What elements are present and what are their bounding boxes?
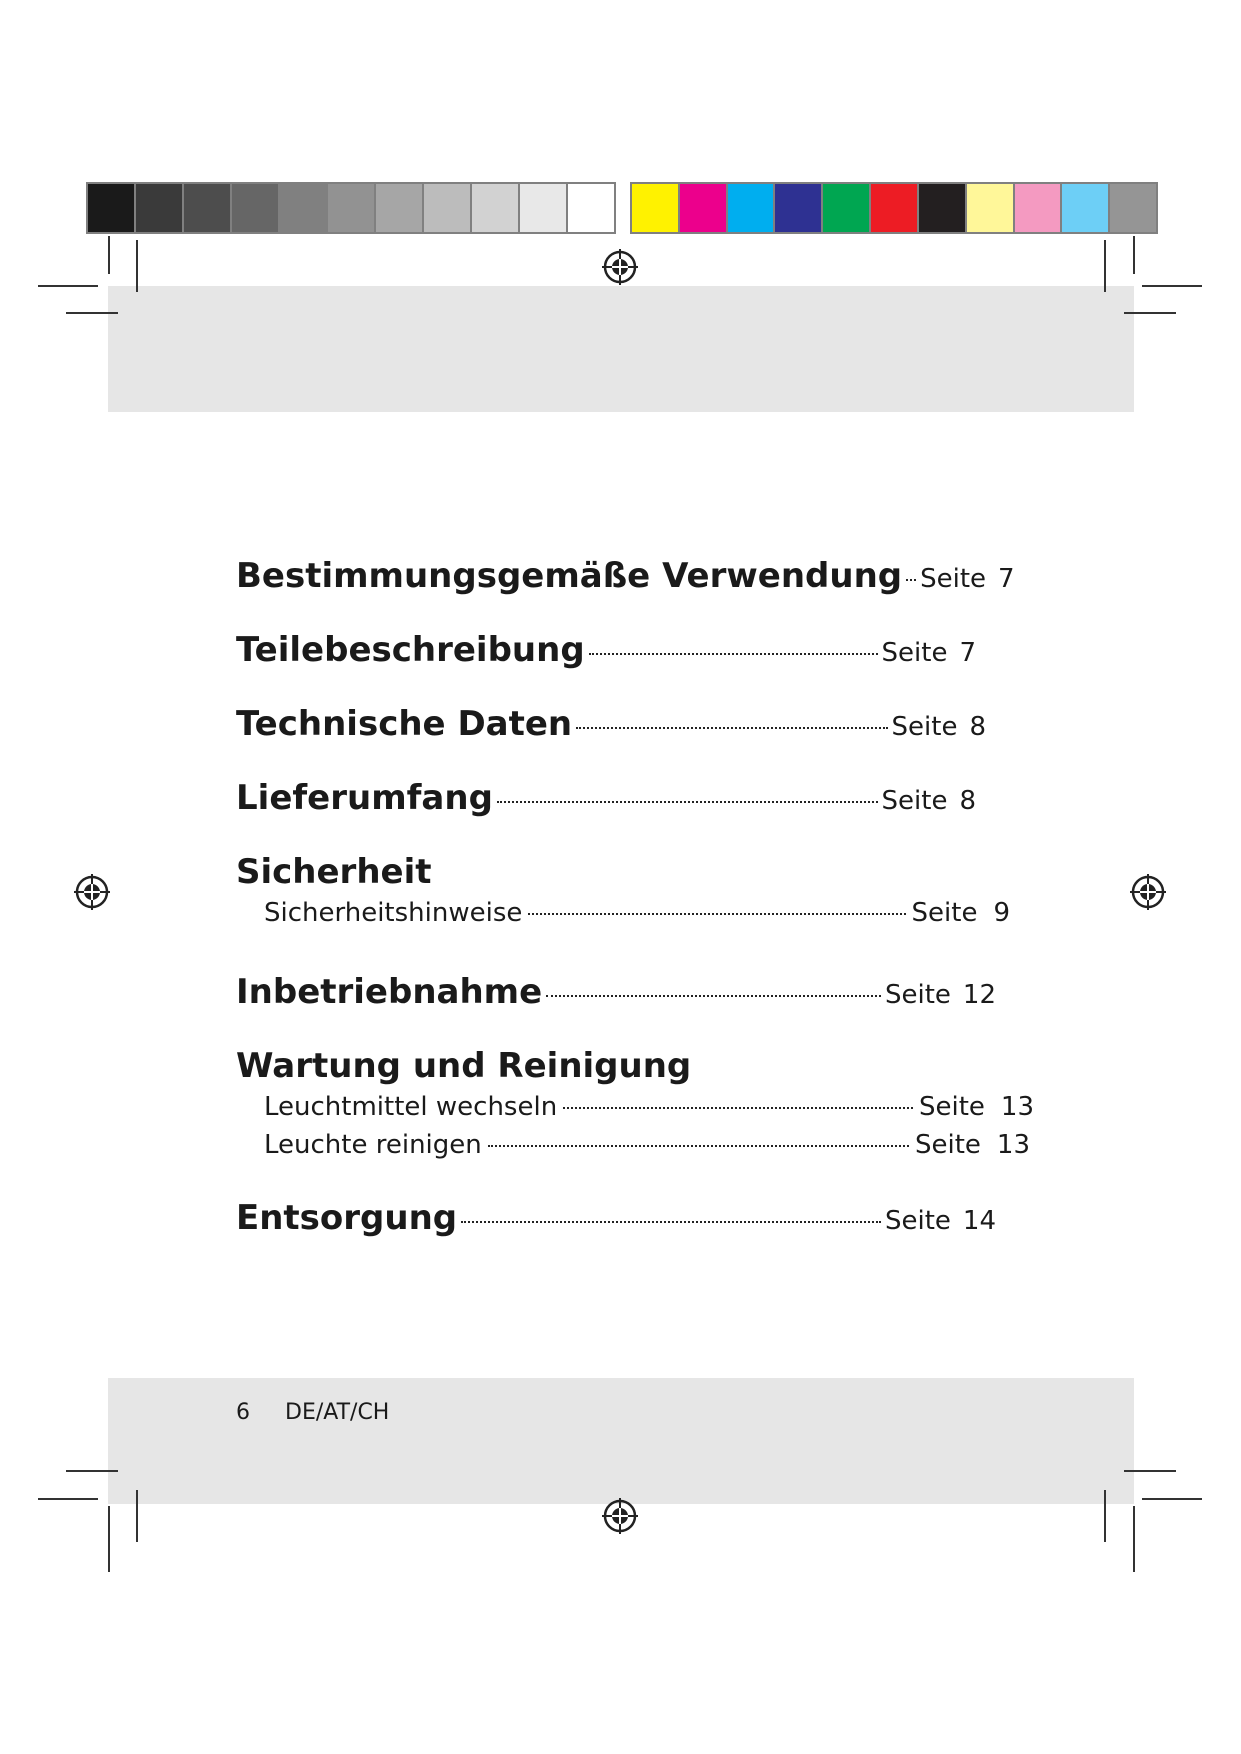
dot-leader xyxy=(563,1107,913,1109)
color-swatch xyxy=(632,184,680,232)
toc-subentry[interactable] xyxy=(236,1092,1034,1130)
crop-mark xyxy=(136,1490,138,1542)
crop-mark xyxy=(1104,240,1106,292)
page-number: 6 xyxy=(236,1400,250,1425)
dot-leader xyxy=(488,1145,909,1147)
toc-entry-page: Seite 8 xyxy=(891,712,986,742)
toc-entry-label: Bestimmungsgemäße Verwendung xyxy=(236,556,903,596)
toc-entry-label: Entsorgung xyxy=(236,1198,458,1238)
grayscale-calibration-bar xyxy=(86,182,616,234)
header-band xyxy=(108,286,1134,412)
registration-mark-icon xyxy=(600,1496,640,1536)
color-swatch xyxy=(823,184,871,232)
gray-swatch xyxy=(232,184,280,232)
toc-section-heading[interactable]: Sicherheit xyxy=(236,852,432,892)
crop-mark xyxy=(1124,312,1176,314)
spacer xyxy=(236,936,1016,972)
crop-mark xyxy=(1133,1506,1135,1572)
crop-mark xyxy=(1142,1498,1202,1500)
gray-swatch xyxy=(328,184,376,232)
crop-mark xyxy=(1124,1470,1176,1472)
gray-swatch xyxy=(376,184,424,232)
toc-entry-page: Seite 8 xyxy=(881,786,976,816)
toc-entry-label: Leuchte reinigen xyxy=(264,1130,482,1160)
color-swatch xyxy=(1110,184,1156,232)
toc-entry[interactable] xyxy=(236,630,976,704)
toc-section-heading[interactable]: Wartung und Reinigung xyxy=(236,1046,692,1086)
toc-entry-page: Seite 9 xyxy=(911,898,1010,928)
dot-leader xyxy=(461,1221,881,1223)
toc-entry[interactable] xyxy=(236,972,996,1046)
crop-mark xyxy=(38,285,98,287)
toc-entry-page: Seite 13 xyxy=(918,1092,1034,1122)
footer-band xyxy=(108,1378,1134,1504)
toc-entry[interactable] xyxy=(236,1198,996,1272)
crop-mark xyxy=(38,1498,98,1500)
toc-subentry[interactable] xyxy=(236,898,1010,936)
dot-leader xyxy=(546,995,881,997)
color-swatch xyxy=(1062,184,1110,232)
dot-leader xyxy=(528,913,905,915)
toc-entry-page: Seite 7 xyxy=(920,564,1015,594)
toc-entry[interactable] xyxy=(236,556,1015,630)
table-of-contents xyxy=(236,556,1034,1272)
crop-mark xyxy=(108,1506,110,1572)
color-swatch xyxy=(967,184,1015,232)
gray-swatch xyxy=(520,184,568,232)
toc-entry-label: Inbetriebnahme xyxy=(236,972,543,1012)
color-swatch xyxy=(1015,184,1063,232)
dot-leader xyxy=(906,579,916,581)
gray-swatch xyxy=(472,184,520,232)
crop-mark xyxy=(1133,236,1135,274)
gray-swatch xyxy=(136,184,184,232)
toc-subentry[interactable] xyxy=(236,1130,1030,1168)
spacer xyxy=(236,1168,1016,1198)
crop-mark xyxy=(66,1470,118,1472)
registration-mark-icon xyxy=(72,872,112,912)
color-swatch xyxy=(728,184,776,232)
crop-mark xyxy=(66,312,118,314)
gray-swatch xyxy=(568,184,614,232)
crop-mark xyxy=(1142,285,1202,287)
locale-label: DE/AT/CH xyxy=(285,1400,390,1425)
color-swatch xyxy=(775,184,823,232)
gray-swatch xyxy=(184,184,232,232)
toc-entry-label: Lieferumfang xyxy=(236,778,493,818)
color-swatch xyxy=(871,184,919,232)
page-footer xyxy=(236,1400,389,1425)
crop-mark xyxy=(1104,1490,1106,1542)
crop-mark xyxy=(136,240,138,292)
dot-leader xyxy=(589,653,878,655)
toc-entry-label: Leuchtmittel wechseln xyxy=(264,1092,558,1122)
toc-entry-label: Teilebeschreibung xyxy=(236,630,585,670)
crop-mark xyxy=(108,236,110,274)
dot-leader xyxy=(497,801,878,803)
toc-entry[interactable] xyxy=(236,778,976,852)
gray-swatch xyxy=(280,184,328,232)
color-swatch xyxy=(680,184,728,232)
registration-mark-icon xyxy=(600,247,640,287)
toc-entry-page: Seite 14 xyxy=(884,1206,996,1236)
gray-swatch xyxy=(424,184,472,232)
toc-entry-page: Seite 12 xyxy=(884,980,996,1010)
toc-entry-page: Seite 7 xyxy=(881,638,976,668)
registration-mark-icon xyxy=(1128,872,1168,912)
toc-entry-page: Seite 13 xyxy=(914,1130,1030,1160)
dot-leader xyxy=(576,727,887,729)
toc-entry[interactable] xyxy=(236,704,986,778)
toc-entry-label: Sicherheitshinweise xyxy=(264,898,523,928)
color-swatch xyxy=(919,184,967,232)
process-color-calibration-bar xyxy=(630,182,1158,234)
gray-swatch xyxy=(88,184,136,232)
toc-entry-label: Technische Daten xyxy=(236,704,573,744)
